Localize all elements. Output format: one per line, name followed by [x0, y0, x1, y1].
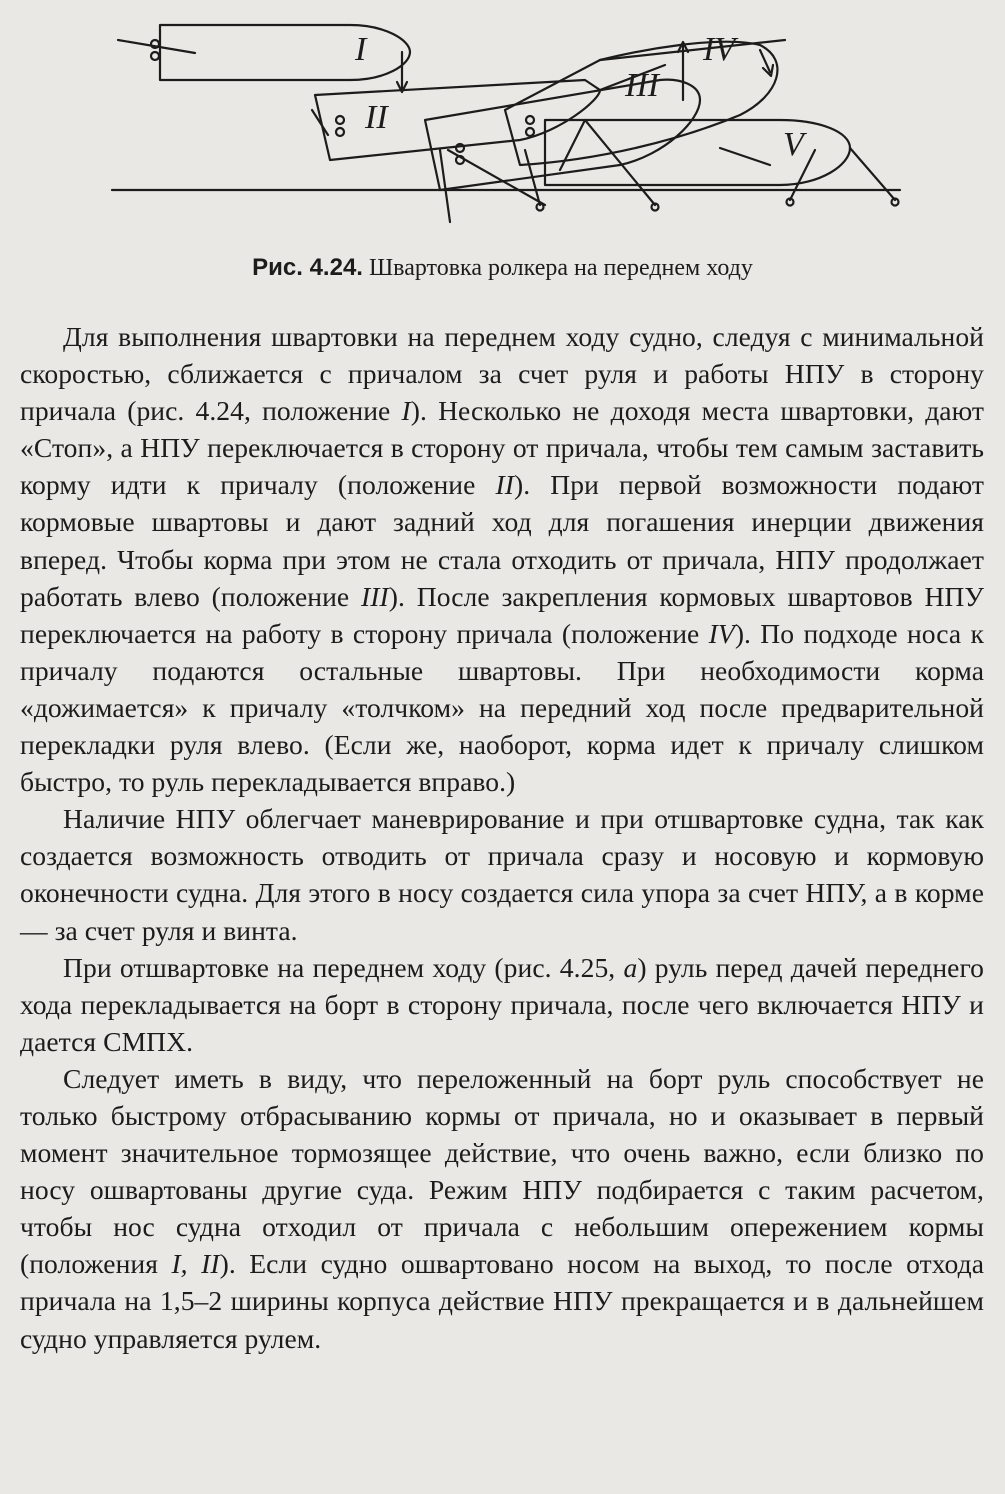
italic-reference: III	[361, 580, 389, 612]
position-label-i: I	[355, 31, 367, 68]
italic-reference: а	[623, 951, 638, 983]
position-label-v: V	[783, 126, 804, 163]
italic-reference: IV	[708, 617, 735, 649]
italic-reference: II	[495, 469, 514, 501]
caption-text: Швартовка ролкера на переднем ходу	[368, 255, 753, 281]
paragraph-3: При отшвартовке на переднем ходу (рис. 4.25, а) руль перед дачей переднего хода перекладывается на борт в сторону причала, после чего включается НПУ и дается СМПХ.	[20, 951, 984, 1057]
body-text	[20, 318, 984, 1357]
paragraph-1: Для выполнения швартовки на переднем ходу судно, следуя с минимальной скоростью, сближается с причалом за счет руля и работы НПУ в сторону причала (рис. 4.24, положение I). Несколько не доходя места швартовки, дают «Стоп», а НПУ переключается в сторону от причала, чтобы тем самым заставить корму идти к причалу (положение II). При первой возможности подают кормовые швартовы и дают задний ход для погашения инерции движения вперед. Чтобы корма при этом не стала отходить от причала, НПУ продолжает работать влево (положение III). После закрепления кормовых швартовов НПУ переключается на работу в сторону причала (положение IV). По подходе носа к причалу подаются остальные швартовы. При необходимости корма «дожимается» к причалу «толчком» на передний ход после предварительной перекладки руля влево. (Если же, наоборот, корма идет к причалу слишком быстро, то руль перекладывается вправо.)	[20, 321, 984, 798]
position-label-iv: IV	[703, 31, 736, 68]
caption-label: Рис. 4.24.	[252, 254, 363, 281]
mooring-diagram-svg	[0, 0, 1005, 250]
paragraph-2: Наличие НПУ облегчает маневрирование и при отшвартовке судна, так как создается возможность отводить от причала сразу и носовую и кормовую оконечности судна. Для этого в носу создается сила упора за счет НПУ, а в корме — за счет руля и винта.	[20, 803, 984, 946]
bollard	[537, 204, 544, 211]
propeller-icon	[526, 116, 534, 136]
figure-caption	[0, 252, 1005, 284]
propeller-icon	[151, 40, 159, 60]
mooring-diagram	[0, 0, 1005, 250]
paragraph-4: Следует иметь в виду, что переложенный на борт руль способствует не только быстрому отбрасыванию кормы от причала, но и оказывает в первый момент значительное тормозящее действие, что очень важно, если близко по носу ошвартованы другие суда. Режим НПУ подбирается с таким расчетом, чтобы нос судна отходил от причала с небольшим опережением кормы (положения I, II). Если судно ошвартовано носом на выход, то после отхода причала на 1,5–2 ширины корпуса действие НПУ прекращается и в дальнейшем судно управляется рулем.	[20, 1062, 984, 1354]
italic-reference: I, II	[171, 1248, 220, 1280]
position-label-iii: III	[625, 67, 659, 104]
propeller-icon	[336, 116, 344, 136]
position-label-ii: II	[365, 99, 388, 136]
ship-i-hull	[160, 25, 410, 80]
italic-reference: I	[401, 395, 411, 427]
